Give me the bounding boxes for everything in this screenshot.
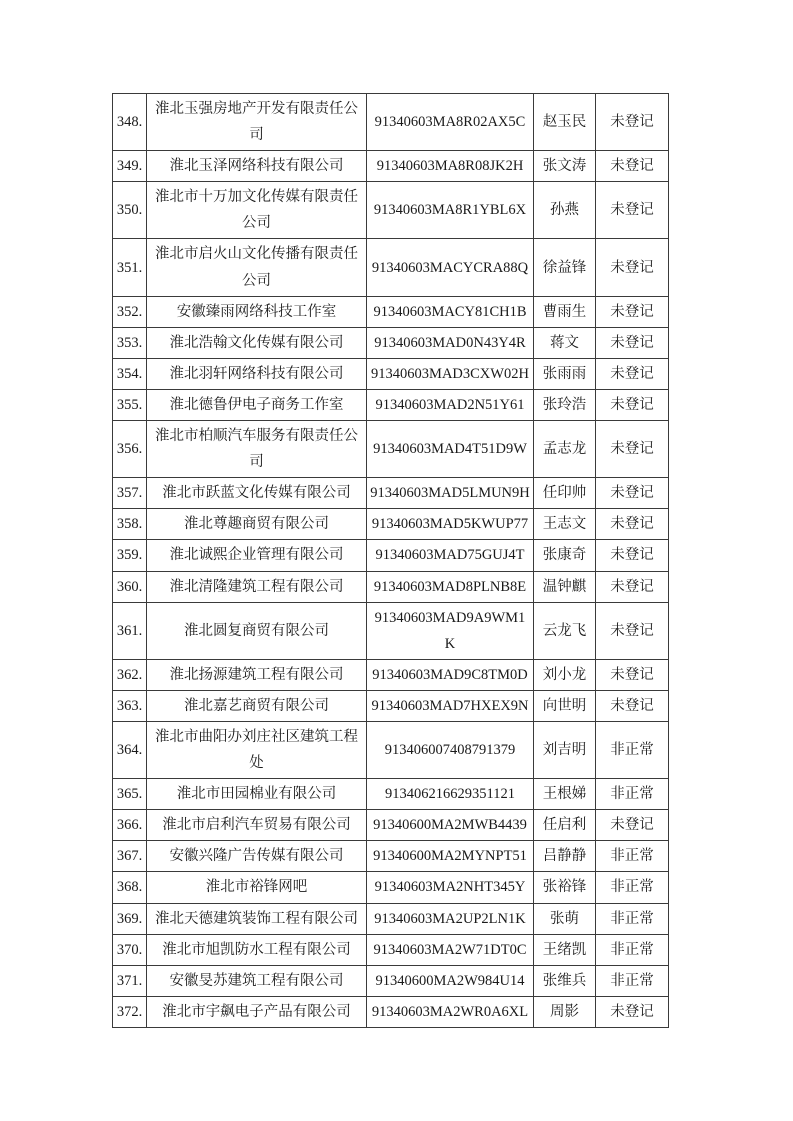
- table-row: [113, 659, 669, 690]
- person-name-cell: 徐益锋: [534, 239, 596, 296]
- company-name-cell: 安徽旻苏建筑工程有限公司: [147, 965, 367, 996]
- table-row: [113, 571, 669, 602]
- company-name-cell: 淮北嘉艺商贸有限公司: [147, 690, 367, 721]
- table-row: [113, 151, 669, 182]
- row-number-cell: 368.: [113, 872, 147, 903]
- credit-code-cell: 91340603MACYCRA88Q: [367, 239, 534, 296]
- company-name-cell: 淮北玉强房地产开发有限责任公司: [147, 94, 367, 151]
- row-number-cell: 356.: [113, 421, 147, 478]
- row-number-cell: 372.: [113, 996, 147, 1027]
- status-cell: 未登记: [596, 540, 669, 571]
- company-name-cell: 淮北清隆建筑工程有限公司: [147, 571, 367, 602]
- table-body: [113, 94, 669, 1028]
- status-cell: 非正常: [596, 903, 669, 934]
- row-number-cell: 363.: [113, 690, 147, 721]
- person-name-cell: 张萌: [534, 903, 596, 934]
- company-name-cell: 淮北市田园棉业有限公司: [147, 779, 367, 810]
- table-row: [113, 296, 669, 327]
- person-name-cell: 王志文: [534, 509, 596, 540]
- credit-code-cell: 91340603MA8R08JK2H: [367, 151, 534, 182]
- company-name-cell: 淮北德鲁伊电子商务工作室: [147, 389, 367, 420]
- row-number-cell: 360.: [113, 571, 147, 602]
- table-row: [113, 690, 669, 721]
- table-row: [113, 509, 669, 540]
- status-cell: 未登记: [596, 296, 669, 327]
- row-number-cell: 366.: [113, 810, 147, 841]
- person-name-cell: 曹雨生: [534, 296, 596, 327]
- person-name-cell: 刘小龙: [534, 659, 596, 690]
- person-name-cell: 孟志龙: [534, 421, 596, 478]
- table-row: [113, 903, 669, 934]
- credit-code-cell: 91340600MA2W984U14: [367, 965, 534, 996]
- row-number-cell: 371.: [113, 965, 147, 996]
- company-name-cell: 淮北市启火山文化传播有限责任公司: [147, 239, 367, 296]
- status-cell: 未登记: [596, 182, 669, 239]
- credit-code-cell: 91340603MAD2N51Y61: [367, 389, 534, 420]
- credit-code-cell: 91340603MA8R1YBL6X: [367, 182, 534, 239]
- company-name-cell: 淮北羽轩网络科技有限公司: [147, 358, 367, 389]
- credit-code-cell: 91340603MA2W71DT0C: [367, 934, 534, 965]
- credit-code-cell: 91340603MAD5LMUN9H: [367, 478, 534, 509]
- table-row: [113, 934, 669, 965]
- credit-code-cell: 91340603MAD75GUJ4T: [367, 540, 534, 571]
- table-row: [113, 478, 669, 509]
- credit-code-cell: 91340603MA2UP2LN1K: [367, 903, 534, 934]
- company-name-cell: 淮北市跃蓝文化传媒有限公司: [147, 478, 367, 509]
- table-row: [113, 872, 669, 903]
- table-row: [113, 327, 669, 358]
- credit-code-cell: 91340603MAD4T51D9W: [367, 421, 534, 478]
- status-cell: 非正常: [596, 721, 669, 778]
- credit-code-cell: 91340603MAD5KWUP77: [367, 509, 534, 540]
- credit-code-cell: 91340603MA2WR0A6XL: [367, 996, 534, 1027]
- status-cell: 非正常: [596, 934, 669, 965]
- person-name-cell: 张玲浩: [534, 389, 596, 420]
- row-number-cell: 370.: [113, 934, 147, 965]
- credit-code-cell: 91340600MA2MYNPT51: [367, 841, 534, 872]
- person-name-cell: 蒋文: [534, 327, 596, 358]
- person-name-cell: 温钟麒: [534, 571, 596, 602]
- table-row: [113, 996, 669, 1027]
- row-number-cell: 355.: [113, 389, 147, 420]
- credit-code-cell: 91340600MA2MWB4439: [367, 810, 534, 841]
- row-number-cell: 348.: [113, 94, 147, 151]
- table-row: [113, 965, 669, 996]
- person-name-cell: 张康奇: [534, 540, 596, 571]
- person-name-cell: 孙燕: [534, 182, 596, 239]
- credit-code-cell: 91340603MAD9A9WM1K: [367, 602, 534, 659]
- status-cell: 未登记: [596, 478, 669, 509]
- company-name-cell: 安徽臻雨网络科技工作室: [147, 296, 367, 327]
- table-row: [113, 721, 669, 778]
- company-name-cell: 安徽兴隆广告传媒有限公司: [147, 841, 367, 872]
- person-name-cell: 刘吉明: [534, 721, 596, 778]
- company-name-cell: 淮北市旭凯防水工程有限公司: [147, 934, 367, 965]
- company-name-cell: 淮北市曲阳办刘庄社区建筑工程处: [147, 721, 367, 778]
- credit-code-cell: 91340603MAD3CXW02H: [367, 358, 534, 389]
- company-name-cell: 淮北圆复商贸有限公司: [147, 602, 367, 659]
- table-row: [113, 182, 669, 239]
- status-cell: 非正常: [596, 872, 669, 903]
- company-name-cell: 淮北尊趣商贸有限公司: [147, 509, 367, 540]
- company-table: [112, 93, 669, 1028]
- table-row: [113, 358, 669, 389]
- row-number-cell: 352.: [113, 296, 147, 327]
- credit-code-cell: 91340603MA2NHT345Y: [367, 872, 534, 903]
- credit-code-cell: 91340603MACY81CH1B: [367, 296, 534, 327]
- table-row: [113, 389, 669, 420]
- table-row: [113, 602, 669, 659]
- person-name-cell: 任启利: [534, 810, 596, 841]
- company-name-cell: 淮北浩翰文化传媒有限公司: [147, 327, 367, 358]
- person-name-cell: 周影: [534, 996, 596, 1027]
- company-name-cell: 淮北天德建筑装饰工程有限公司: [147, 903, 367, 934]
- credit-code-cell: 913406216629351121: [367, 779, 534, 810]
- company-name-cell: 淮北诚熙企业管理有限公司: [147, 540, 367, 571]
- status-cell: 未登记: [596, 239, 669, 296]
- status-cell: 未登记: [596, 659, 669, 690]
- status-cell: 未登记: [596, 810, 669, 841]
- person-name-cell: 吕静静: [534, 841, 596, 872]
- row-number-cell: 369.: [113, 903, 147, 934]
- person-name-cell: 王根娣: [534, 779, 596, 810]
- row-number-cell: 359.: [113, 540, 147, 571]
- status-cell: 未登记: [596, 94, 669, 151]
- row-number-cell: 354.: [113, 358, 147, 389]
- person-name-cell: 张雨雨: [534, 358, 596, 389]
- company-name-cell: 淮北市启利汽车贸易有限公司: [147, 810, 367, 841]
- row-number-cell: 364.: [113, 721, 147, 778]
- table-row: [113, 421, 669, 478]
- person-name-cell: 张文涛: [534, 151, 596, 182]
- company-name-cell: 淮北玉泽网络科技有限公司: [147, 151, 367, 182]
- credit-code-cell: 91340603MA8R02AX5C: [367, 94, 534, 151]
- status-cell: 未登记: [596, 151, 669, 182]
- row-number-cell: 365.: [113, 779, 147, 810]
- table-row: [113, 779, 669, 810]
- company-name-cell: 淮北市宇飙电子产品有限公司: [147, 996, 367, 1027]
- status-cell: 非正常: [596, 841, 669, 872]
- status-cell: 未登记: [596, 571, 669, 602]
- company-name-cell: 淮北扬源建筑工程有限公司: [147, 659, 367, 690]
- person-name-cell: 云龙飞: [534, 602, 596, 659]
- row-number-cell: 367.: [113, 841, 147, 872]
- credit-code-cell: 91340603MAD7HXEX9N: [367, 690, 534, 721]
- row-number-cell: 350.: [113, 182, 147, 239]
- person-name-cell: 赵玉民: [534, 94, 596, 151]
- row-number-cell: 358.: [113, 509, 147, 540]
- person-name-cell: 张裕锋: [534, 872, 596, 903]
- table-row: [113, 540, 669, 571]
- row-number-cell: 351.: [113, 239, 147, 296]
- status-cell: 未登记: [596, 327, 669, 358]
- person-name-cell: 王绪凯: [534, 934, 596, 965]
- credit-code-cell: 913406007408791379: [367, 721, 534, 778]
- status-cell: 非正常: [596, 779, 669, 810]
- row-number-cell: 357.: [113, 478, 147, 509]
- table-row: [113, 810, 669, 841]
- person-name-cell: 任印帅: [534, 478, 596, 509]
- status-cell: 未登记: [596, 996, 669, 1027]
- status-cell: 未登记: [596, 509, 669, 540]
- person-name-cell: 向世明: [534, 690, 596, 721]
- row-number-cell: 362.: [113, 659, 147, 690]
- company-name-cell: 淮北市十万加文化传媒有限责任公司: [147, 182, 367, 239]
- person-name-cell: 张维兵: [534, 965, 596, 996]
- status-cell: 非正常: [596, 965, 669, 996]
- row-number-cell: 353.: [113, 327, 147, 358]
- status-cell: 未登记: [596, 421, 669, 478]
- table-row: [113, 94, 669, 151]
- row-number-cell: 361.: [113, 602, 147, 659]
- table-row: [113, 239, 669, 296]
- status-cell: 未登记: [596, 602, 669, 659]
- status-cell: 未登记: [596, 358, 669, 389]
- table-row: [113, 841, 669, 872]
- status-cell: 未登记: [596, 389, 669, 420]
- status-cell: 未登记: [596, 690, 669, 721]
- credit-code-cell: 91340603MAD9C8TM0D: [367, 659, 534, 690]
- credit-code-cell: 91340603MAD0N43Y4R: [367, 327, 534, 358]
- credit-code-cell: 91340603MAD8PLNB8E: [367, 571, 534, 602]
- company-name-cell: 淮北市柏顺汽车服务有限责任公司: [147, 421, 367, 478]
- company-name-cell: 淮北市裕锋网吧: [147, 872, 367, 903]
- row-number-cell: 349.: [113, 151, 147, 182]
